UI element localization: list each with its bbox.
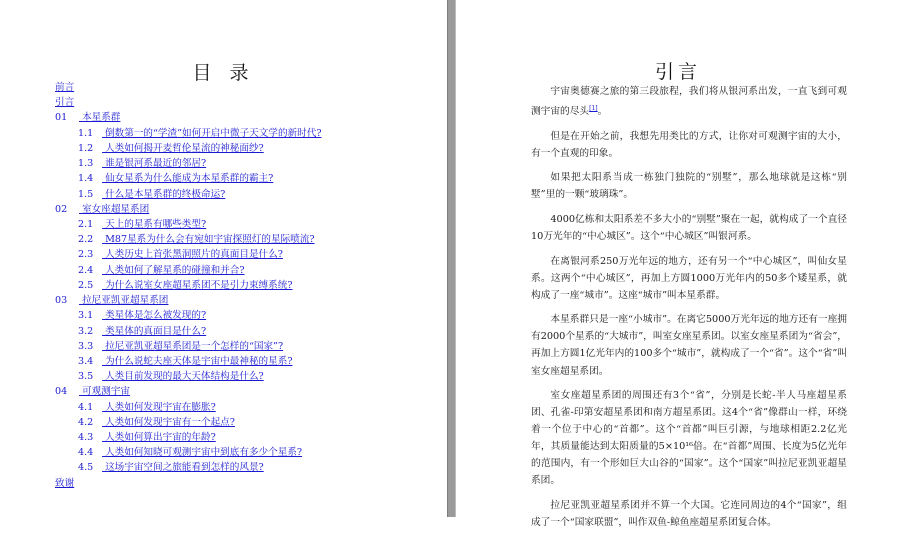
intro-title: 引言	[654, 61, 701, 83]
toc-number: 3.3	[78, 340, 94, 352]
toc-subsection-link[interactable]	[55, 187, 435, 202]
toc-text: 致谢	[55, 477, 75, 489]
toc-chapter-link[interactable]	[55, 80, 435, 95]
toc-text: 为什么说室女座超星系团不是引力束缚系统?	[105, 279, 293, 291]
paragraph: 室女座超星系团的周围还有3个“省”，分别是长蛇-半人马座超星系团、孔雀-印第安超星系团和南方超星系团。这4个“省”像群山一样，环绕着一个位于中心的“首都”。这个“首都”叫巨引源，与地球相距2.2亿光年，其质量能达到太阳质量的5×10¹⁶倍。在“首都”周围、长度为5亿光年的范围内，有一个形如巨大山谷的“国家”。这个“国家”叫拉尼亚凯亚超星系团。	[531, 389, 847, 487]
toc-subsection-link[interactable]	[55, 460, 435, 475]
toc-number: 3.4	[78, 355, 94, 367]
toc-number: 3.5	[78, 371, 94, 383]
toc-subsection-link[interactable]	[55, 232, 435, 247]
toc-list	[55, 80, 435, 491]
toc-subsection-link[interactable]	[55, 156, 435, 171]
toc-text: 引言	[55, 97, 75, 109]
toc-chapter-link[interactable]	[55, 293, 435, 308]
toc-subsection-link[interactable]	[55, 354, 435, 369]
toc-text: 为什么说蛇夫座天体是宇宙中最神秘的星系?	[105, 355, 293, 367]
toc-number: 01	[55, 112, 68, 124]
toc-subsection-link[interactable]	[55, 126, 435, 141]
footnote-ref[interactable]: [1]	[589, 105, 598, 113]
toc-title: 目 录	[192, 62, 255, 84]
toc-text: 什么是本星系群的终极命运?	[105, 188, 226, 200]
toc-text: 倒数第一的“学渣”如何开启中微子天文学的新时代?	[105, 127, 322, 139]
toc-chapter-link[interactable]	[55, 95, 435, 110]
toc-number: 2.2	[78, 234, 94, 246]
toc-chapter-link[interactable]	[55, 202, 435, 217]
toc-text: 这场宇宙空间之旅能看到怎样的风景?	[105, 462, 264, 474]
toc-number: 4.4	[78, 447, 94, 459]
paragraph: 但是在开始之前，我想先用类比的方式，让你对可观测宇宙的大小，有一个直观的印象。	[531, 130, 847, 159]
toc-number: 3.2	[78, 325, 94, 337]
toc-text: 拉尼亚凯亚超星系团是一个怎样的“国家”?	[105, 340, 284, 352]
toc-page	[0, 0, 447, 517]
toc-chapter-link[interactable]	[55, 110, 435, 125]
toc-text: 天上的星系有哪些类型?	[105, 218, 207, 230]
toc-text: 本星系群	[82, 112, 121, 124]
toc-number: 1.5	[78, 188, 94, 200]
intro-body	[531, 83, 847, 539]
toc-number: 03	[55, 295, 68, 307]
toc-number: 04	[55, 386, 68, 398]
toc-text: 仙女星系为什么能成为本星系群的霸主?	[105, 173, 274, 185]
toc-subsection-link[interactable]	[55, 430, 435, 445]
toc-text: 人类如何算出宇宙的年龄?	[105, 432, 216, 444]
toc-subsection-link[interactable]	[55, 247, 435, 262]
toc-subsection-link[interactable]	[55, 308, 435, 323]
toc-subsection-link[interactable]	[55, 263, 435, 278]
paragraph: 在离银河系250万光年远的地方，还有另一个“中心城区”，叫仙女星系。这两个“中心城区”，再加上方圆1000万光年内的50多个矮星系，就构成了一座“城市”。这座“城市”叫本星系群。	[531, 255, 847, 301]
page-divider	[447, 0, 456, 517]
toc-number: 2.1	[78, 218, 94, 230]
toc-text: 拉尼亚凯亚超星系团	[82, 295, 169, 307]
toc-number: 2.5	[78, 279, 94, 291]
toc-number: 1.2	[78, 142, 94, 154]
toc-number: 2.4	[78, 264, 94, 276]
paragraph: 如果把太阳系当成一栋独门独院的“别墅”，那么地球就是这栋“别墅”里的一颗“玻璃珠”。	[531, 172, 847, 201]
toc-chapter-link[interactable]	[55, 476, 435, 491]
toc-text: 人类历史上首张黑洞照片的真面目是什么?	[105, 249, 283, 261]
toc-number: 4.2	[78, 416, 94, 428]
toc-number: 02	[55, 203, 68, 215]
toc-subsection-link[interactable]	[55, 445, 435, 460]
paragraph: 本星系群只是一座“小城市”。在离它5000万光年远的地方还有一座拥有2000个星系的“大城市”，叫室女座星系团。以室女座星系团为“省会”，再加上方圆1亿光年内的100多个“城市”，就构成了一个“省”。这个“省”叫室女座超星系团。	[531, 314, 847, 377]
intro-page	[456, 0, 900, 529]
toc-text: 人类目前发现的最大天体结构是什么?	[105, 371, 264, 383]
paragraph: 4000亿栋和太阳系差不多大小的“别墅”聚在一起，就构成了一个直径10万光年的“中心城区”。这个“中心城区”叫银河系。	[531, 213, 847, 243]
toc-number: 1.4	[78, 173, 94, 185]
toc-text: 前言	[55, 82, 75, 93]
paragraph: 宇宙奥德赛之旅的第三段旅程，我们将从银河系出发，一直飞到可观测宇宙的尽头[1]。	[531, 86, 847, 118]
toc-subsection-link[interactable]	[55, 369, 435, 384]
toc-subsection-link[interactable]	[55, 339, 435, 354]
toc-text: 人类如何知晓可观测宇宙中到底有多少个星系?	[105, 447, 303, 459]
toc-chapter-link[interactable]	[55, 384, 435, 399]
toc-subsection-link[interactable]	[55, 415, 435, 430]
toc-number: 4.3	[78, 432, 94, 444]
toc-number: 3.1	[78, 310, 94, 322]
toc-text: M87星系为什么会有宛如宇宙探照灯的星际喷流?	[105, 234, 315, 246]
toc-text: 类星体的真面目是什么?	[105, 325, 207, 337]
toc-text: 类星体是怎么被发现的?	[105, 310, 207, 322]
toc-subsection-link[interactable]	[55, 400, 435, 415]
toc-subsection-link[interactable]	[55, 324, 435, 339]
toc-text: 可观测宇宙	[82, 386, 131, 398]
toc-number: 4.5	[78, 462, 94, 474]
toc-subsection-link[interactable]	[55, 141, 435, 156]
toc-subsection-link[interactable]	[55, 278, 435, 293]
toc-text: 人类如何了解星系的碰撞和并合?	[105, 264, 245, 276]
toc-subsection-link[interactable]	[55, 171, 435, 186]
toc-text: 人类如何发现宇宙有一个起点?	[105, 416, 235, 428]
paragraph: 拉尼亚凯亚超星系团并不算一个大国。它连同周边的4个“国家”，组成了一个“国家联盟”，叫作双鱼-鲸鱼座超星系团复合体。	[531, 499, 847, 529]
toc-text: 谁是银河系最近的邻居?	[105, 158, 207, 170]
toc-number: 1.3	[78, 158, 94, 170]
toc-number: 1.1	[78, 127, 94, 139]
toc-number: 4.1	[78, 401, 94, 413]
toc-text: 室女座超星系团	[82, 203, 150, 215]
toc-subsection-link[interactable]	[55, 217, 435, 232]
toc-text: 人类如何发现宇宙在膨胀?	[105, 401, 216, 413]
toc-number: 2.3	[78, 249, 94, 261]
toc-text: 人类如何揭开麦哲伦星流的神秘面纱?	[105, 142, 264, 154]
